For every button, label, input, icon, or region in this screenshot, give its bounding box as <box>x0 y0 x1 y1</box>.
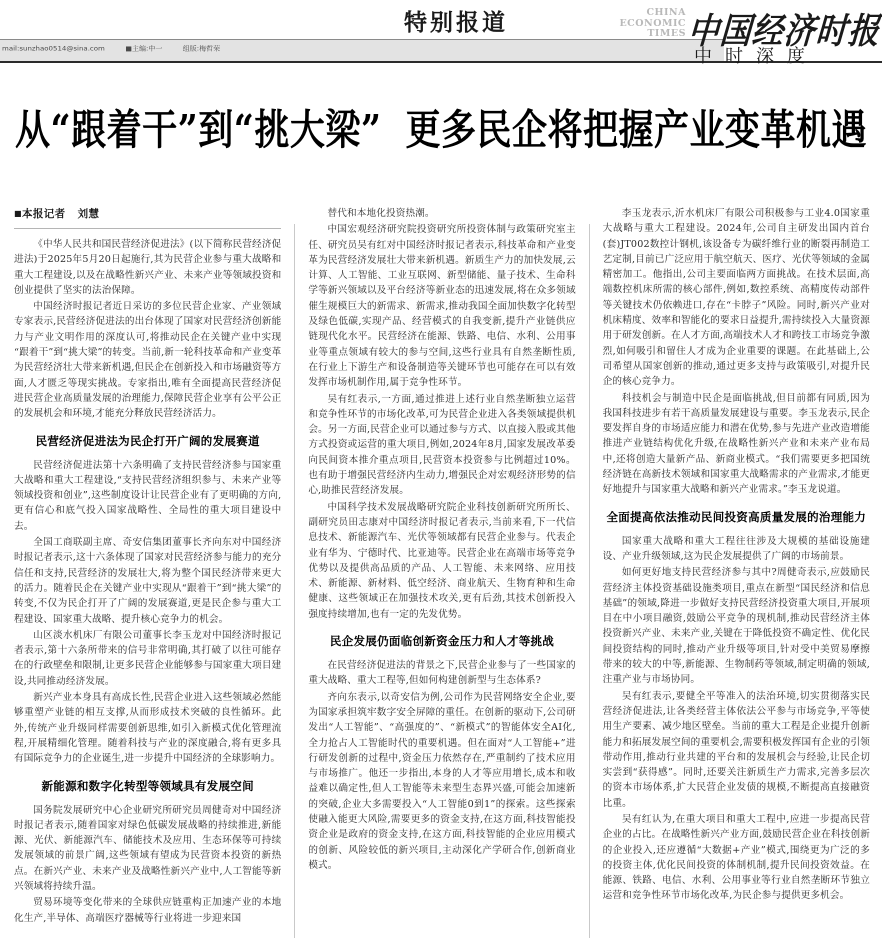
byline-rule <box>14 228 281 229</box>
byline-reporter: 刘慧 <box>77 208 100 220</box>
column-middle <box>308 206 575 942</box>
section-title: 特别报道 <box>404 9 508 36</box>
brand-en-line-2: ECONOMIC <box>619 17 686 29</box>
column-divider <box>576 206 603 942</box>
column-right <box>603 206 870 942</box>
page-headline <box>0 104 882 158</box>
masthead-credits <box>2 44 220 53</box>
paragraph: 国务院发展研究中心企业研究所研究员周健奇对中国经济时报记者表示,随着国家对绿色低碳发展战略的持续推进,新能源、光伏、新能源汽车、储能技术及应用、生态环保等可持续发展领域的前景广阔,这些领域有望成为民营资本投资的新热点。在新兴产业、未来产业及战略性新兴产业中,人工智能等新兴领域将持续升温。 <box>14 804 282 892</box>
paragraph: 《中华人民共和国民营经济促进法》(以下简称民营经济促进法)于2025年5月20日起施行,其为民营企业参与重大战略和重大工程建设,以及在战略性新兴产业、未来产业等领域投资和创业提供了坚实的法治保障。 <box>14 239 282 296</box>
paragraph: 吴有红表示,一方面,通过推进上述行业自然垄断独立运营和竞争性环节的市场化改革,可为民营企业进入各类领域提供机会。另一方面,民营企业可以通过参与方式、以直接入股或其他方式投资或运营的重大项目,例如,2024年8月,国家发展改革委向民间资本推介重点项目,民营资本投资参与比例超过10%。也有助于增强民营经济内生动力,增强民企对宏观经济形势的信心,助推民营经济发展。 <box>308 393 576 497</box>
brand-en-line-3: TIMES <box>647 28 686 39</box>
paragraph: 吴有红表示,要健全平等准入的法治环境,切实贯彻落实民营经济促进法,让各类经营主体依法公平参与市场竞争,平等使用生产要素、减少地区壁垒。当前的重大工程是企业提升创新能力和拓展发展空间的重要机会,需要积极发挥国有企业的引领带动作用,推动行业共建的平台和的发展机会与经验,让民企切实尝到“获得感”。同时,还要关注新质生产力需求,完善多层次的资本市场体系,扩大民营企业发债的规模,不断提高直接融资比重。 <box>602 690 870 809</box>
paragraph: 李玉龙表示,沂水机床厂有限公司积极参与工业4.0国家重大战略与重大工程建设。2024年,公司自主研发出国内首台(套)JT002数控计钢机,该设备专为碳纤维行业的断裂再制造工艺定制,目前已广泛应用于航空航天、医疗、光伏等领域的金属精密加工。他指出,公司主要面临两方面挑战。在技术层面,高端数控机床所需的核心部件,例如,数控系统、高精度传动部件等关键技术仍依赖进口,存在“卡脖子”风险。同时,新兴产业对机床精度、效率和智能化的要求日益提升,需持续投入大量资源用于研发创新。在人才方面,高端技术人才和跨技工市场竞争激烈,如何吸引和留住人才成为企业重要的课题。在此基础上,公司希望从国家创新的推动,通过更多支持与政策吸引,对提升民企的核心竞争力。 <box>602 208 870 388</box>
paragraph: 如何更好地支持民营经济参与其中?周健奇表示,应鼓励民营经济主体投资基础设施类项目,重点在新型“国民经济和信息基础”的领域,降进一步做好支持民营经济投资重大项目,开展项目在中小项目融资,鼓励公平竞争的现机制,推动民营经济主体投资新兴产业、未来产业,关键在于降低投资不确定性、优化民间投资结构的同时,推动产业升级等项目,针对受中美贸易摩擦带来的较大的中等,新能源、生物制药等领域,制定明确的领域,注重产业与市场协同。 <box>602 567 870 686</box>
paragraph: 齐向东表示,以奇安信为例,公司作为民营网络安全企业,要为国家承担筑牢数字安全屏障的重任。在创新的驱动下,公司研发出“人工智能”、“高强度的”、“新模式”的智能体安全AI化,全力抢占人工智能时代的重要机遇。但在面对“人工智能+”进行研发创新的过程中,资金压力依然存在,严重制约了技术应用与市场推广。他还一步指出,本身的人才等应用增长,成本和收益难以确定性,但人工智能等未来型生态界兴盛,可能会加速新的突破,企业大多需要投入“人工智能0到1”的探索。这些探索使融入能更大风险,需要更多的资金支持,在这方面,科技智能投资企业是政府的资金支持,在这方面,科技智能的企业应用模式的创新、风险较低的新兴项目,主动深化产学研合作,创新商业模式。 <box>308 691 576 871</box>
paragraph: 国家重大战略和重大工程往往涉及大规模的基础设施建设、产业升级领域,这为民企发展提供了广阔的市场前景。 <box>602 535 870 562</box>
byline-role: 本报记者 <box>21 208 66 220</box>
paragraph: 科技机会与制造中民企是面临挑战,但目前都有同质,因为我国科技进步有若干高质量发展建设与重要。李玉龙表示,民企要发挥自身的市场适应能力和潜在优势,参与先进产业改造增能推进产业链结构优化升级,在战略性新兴产业和未来产业布局中,还将创造大量新产品、新商业模式。“我们需要更多把国统经济链在高新技术领域和国家重大战略需求的产业需求,才能更好地提升与国家重大战略和新兴产业需求。”李玉龙说道。 <box>602 392 870 496</box>
column-left <box>14 206 281 942</box>
paragraph: 新兴产业本身具有高成长性,民营企业进入这些领域必然能够重塑产业链的相互支撑,从而形成技术突破的良性循环。此外,传统产业升级同样需要创新思维,如引入新模式优化管理流程,开展精细化管理。随着科技与产业的深度融合,将有更多具有国际竞争力的企业诞生,进一步提升中国经济的全球影响力。 <box>14 692 282 765</box>
section-subheading-1: 民营经济促进法为民企打开广阔的发展赛道 <box>35 433 260 448</box>
paragraph: 中国宏观经济研究院投资研究所投资体制与政策研究室主任、研究员吴有红对中国经济时报记者表示,科技革命和产业变革为民营经济发展壮大带来新机遇。新质生产力的加快发展,云计算、人工智能、工业互联网、新型储能、量子技术、生命科学等新兴领域以及平台经济等新业态的迅速发展,将在众多领域催生规模巨大的新需求、新需求,推动我国全面加快数字化转型及绿色低碳,实现产品、经营模式的自我变新,提升产业链供应链现代化水平。民营经济在能源、铁路、电信、水利、公用事业等重点领域有较大的参与空间,这些行业具有自然垄断性质,在行业上下游生产和设备制造等关键环节也可能存在可以有效发挥市场机制作用,属于竞争性环节。 <box>308 224 576 389</box>
headline-container <box>0 104 882 155</box>
credits-editor: ■主编:中一 <box>125 44 163 53</box>
headline-part-1: 从“跟着干”到“挑大梁” <box>14 106 382 155</box>
paragraph: 吴有红认为,在重大项目和重大工程中,应进一步提高民营企业的占比。在战略性新兴产业方面,鼓励民营企业在科技创新的企业投入,还应遵循“大数据+产业”模式,围绕更为广泛的多的投资主体,优化民间投资的体制机制,提升民间投资效益。在能源、铁路、电信、水利、公用事业等行业自然垄断环节独立运营和竞争性环节市场化改革,为民企参与提供更多机会。 <box>602 813 870 902</box>
paragraph: 全国工商联副主席、奇安信集团董事长齐向东对中国经济时报记者表示,这十六条体现了国家对民营经济参与能力的充分信任和支持,民营经济的发展壮大,将为整个国民经济带来更大的活力。随着民企在关键产业中实现从“跟着干”到“挑大梁”的转变,不仅为民企打开了广阔的发展赛道,更是民企参与重大工程建设、国家重大战略、提升核心竞争力的机会。 <box>14 537 282 625</box>
credits-email: mail:sunzhao0514@sina.com <box>2 44 105 53</box>
brand-english-name <box>612 8 686 40</box>
section-subheading-3: 民企发展仍面临创新资金压力和人才等挑战 <box>329 634 555 649</box>
byline-bullet: ■ <box>14 209 22 218</box>
paragraph: 中国科学技术发展战略研究院企业科技创新研究所所长、副研究员田志康对中国经济时报记者表示,当前来看,下一代信息技术、新能源汽车、光伏等领域都有民营企业参与。代表企业有华为、宁德时代、比亚迪等。民营企业在高端市场等竞争优势以及提供高品质的产品、人工智能、未来网络、应用技术、新能源、新材料、低空经济、商业航天、生物育种和生命健康、这些领域正在加强技术攻关,更有后劲,其技术创新投入强度持续增加,也有一定的先发优势。 <box>308 501 576 620</box>
column-divider <box>281 206 308 942</box>
section-subheading-2: 新能源和数字化转型等领域具有发展空间 <box>41 778 254 793</box>
section-subheading-4: 全面提高依法推动民间投资高质量发展的治理能力 <box>606 509 867 524</box>
paragraph: 中国经济时报记者近日采访的多位民营企业家、产业领域专家表示,民营经济促进法的出台体现了国家对民营经济创新能力与产业文明作用的深度认可,将推动民企在关键产业中实现“跟着干”到“挑大梁”的转变。当前,新一轮科技革命和产业变革为民营经济壮大带来新机遇,但民企在创新投入和市场融资等方面,人才匮乏等现实挑战。专家指出,唯有全面提高民营经济促进民营企业高质量发展的治理能力,保障民营企业享有公平公正的发展机会和环境,才能充分释放民营经济活力。 <box>14 301 282 420</box>
paragraph: 山区淡水机床厂有限公司董事长李玉龙对中国经济时报记者表示,第十六条所带来的信号非常明确,其打破了以往可能存在的行政壁垒和限制,让更多民营企业能够参与国家重大项目建设,共同推动经济发展。 <box>14 629 282 687</box>
paragraph: 民营经济促进法第十六条明确了支持民营经济参与国家重大战略和重大工程建设,“支持民营经济组织参与、未来产业等领域投资和创业”,这些制度设计让民营企业有了更明确的方向,更有信心和底气投入国家战略性、全局性的重大项目建设中去。 <box>14 459 282 532</box>
credits-layout: 组版:梅哲荣 <box>182 44 221 53</box>
paragraph: 替代和本地化投资热潮。 <box>327 208 435 219</box>
byline <box>14 206 281 221</box>
paragraph: 贸易环境等变化带来的全球供应链重构正加速产业的本地化生产,半导体、高端医疗器械等行业将进一步迎来国 <box>14 897 282 924</box>
headline-part-2: 更多民企将把握产业变革机遇 <box>405 106 868 155</box>
brand-chinese-name: 中国经济时报 <box>686 11 882 53</box>
brand-en-line-1: CHINA <box>646 7 686 18</box>
masthead <box>0 0 882 66</box>
paragraph: 在民营经济促进法的背景之下,民营企业参与了一些国家的重大战略、重大工程等,但如何构建创新型与生态体系? <box>308 660 576 687</box>
article-columns <box>14 206 870 942</box>
newspaper-brand <box>608 2 882 67</box>
brand-subtitle: 中时深度 <box>694 46 818 67</box>
